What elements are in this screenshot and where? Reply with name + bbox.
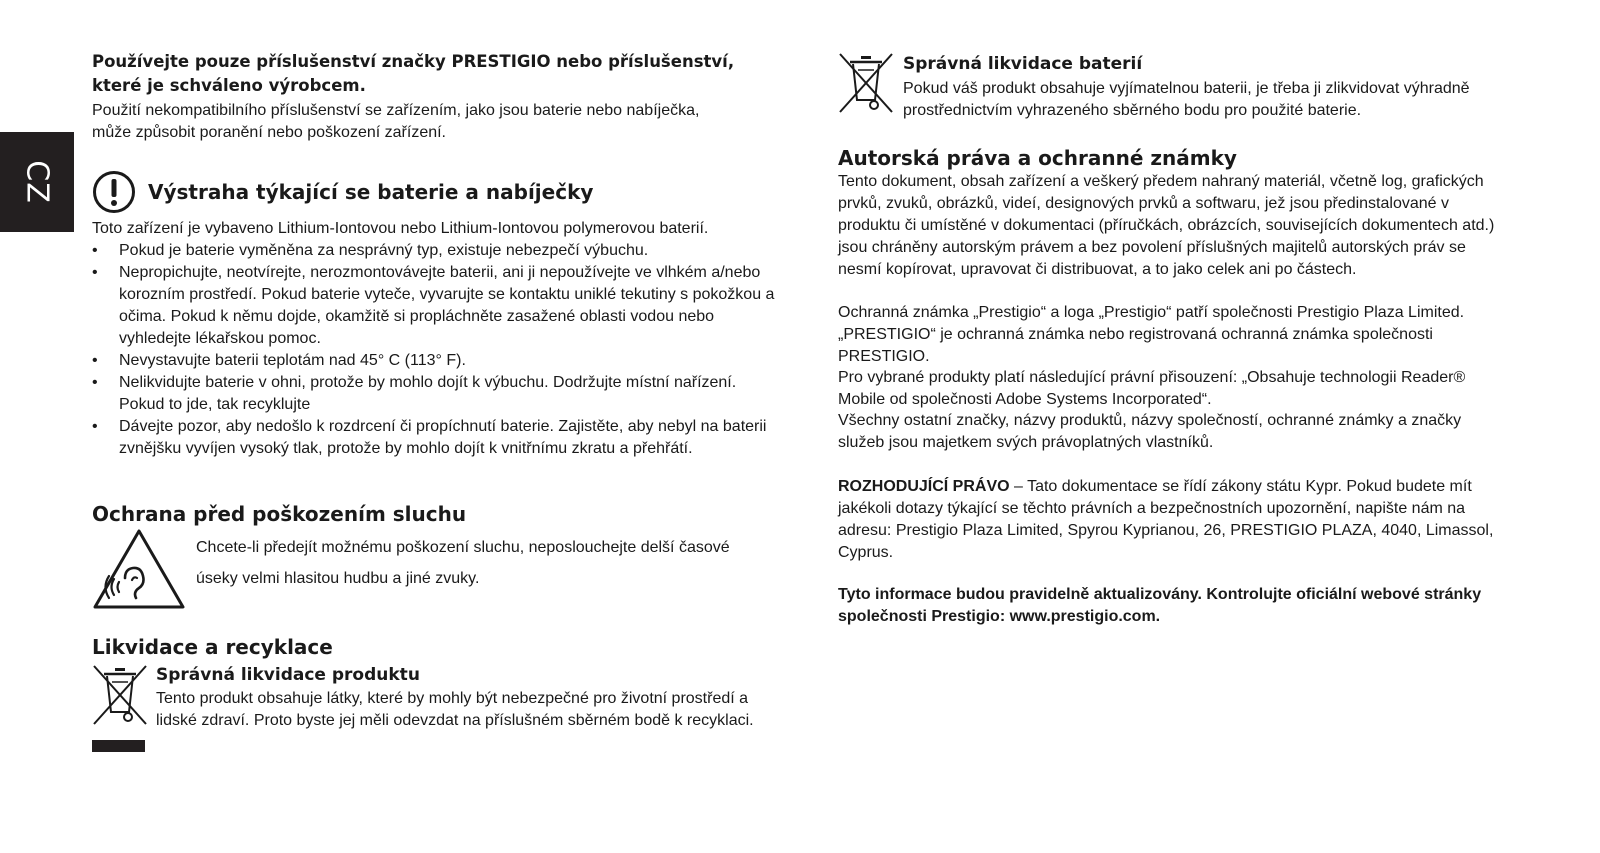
list-item: • Nepropichujte, neotvírejte, nerozmontovávejte baterii, ani ji nepoužívejte ve vlhkém a/nebo korozním prostředí. Pokud baterie vyteče, vyvarujte se kontaktu uniklé tekutiny s pokožkou a očima. Pokud k němu dojde, okamžitě si propláchněte zasažené oblasti vodou nebo vyhledejte lékařskou pomoc. <box>92 262 782 350</box>
black-bar-marker <box>92 740 145 752</box>
battery-disposal-text: Pokud váš produkt obsahuje vyjímatelnou baterii, je třeba ji zlikvidovat výhradně prostřednictvím vyhrazeného sběrného bodu pro použité baterie. <box>903 80 1470 119</box>
exclamation-circle-icon <box>92 170 136 214</box>
hearing-title: Ochrana před poškozením sluchu <box>92 502 467 526</box>
accessories-text: Použití nekompatibilního příslušenství se zařízením, jako jsou baterie nebo nabíječka, může způsobit poranění nebo poškození zařízení. <box>92 102 700 141</box>
battery-warning-list <box>92 240 782 460</box>
disposal-text: Tento produkt obsahuje látky, které by mohly být nebezpečné pro životní prostředí a lidské zdraví. Proto byste jej měli odevzdat na příslušném sběrném bodě k recyklaci. <box>156 690 754 729</box>
battery-warning-intro: Toto zařízení je vybaveno Lithium-Iontovou nebo Lithium-Iontovou polymerovou baterií. <box>92 220 709 237</box>
crossed-bin-icon <box>92 664 148 726</box>
copyright-p2: Ochranná známka „Prestigio“ a loga „Prestigio“ patří společnosti Prestigio Plaza Limited. „PRESTIGIO“ je ochranná známka nebo registrovaná ochranná známka společnosti PRESTIGIO. <box>838 304 1465 365</box>
copyright-p3: Pro vybrané produkty platí následující právní přisouzení: „Obsahuje technologii Reader® Mobile od společnosti Adobe Systems Incorporated“. <box>838 369 1466 408</box>
list-item: • Nelikvidujte baterie v ohni, protože by mohlo dojít k výbuchu. Dodržujte místní nařízení. Pokud to jde, tak recyklujte <box>92 372 782 416</box>
hearing-text-line1: Chcete-li předejít možnému poškození sluchu, neposlouchejte delší časové <box>196 539 730 556</box>
battery-warning-title: Výstraha týkající se baterie a nabíječky <box>148 180 594 204</box>
language-tab-label: CZ <box>19 160 55 204</box>
battery-disposal-title: Správná likvidace baterií <box>903 54 1143 74</box>
disposal-subtitle: Správná likvidace produktu <box>156 665 420 685</box>
governing-law-label: ROZHODUJÍCÍ PRÁVO <box>838 478 1010 495</box>
list-item: • Dávejte pozor, aby nedošlo k rozdrcení či propíchnutí baterie. Zajistěte, aby nebyl na baterii zvnějšku vyvíjen vysoký tlak, protože by mohlo dojít k vnitřnímu zkratu a přehřátí. <box>92 416 782 460</box>
accessories-title: Používejte pouze příslušenství značky PRESTIGIO nebo příslušenství, které je schváleno výrobcem. <box>92 52 735 95</box>
copyright-title: Autorská práva a ochranné známky <box>838 146 1237 170</box>
crossed-bin-icon <box>838 52 894 114</box>
language-tab <box>0 132 74 232</box>
governing-law-text: – Tato dokumentace se řídí zákony státu Kypr. Pokud budete mít jakékoli dotazy týkající se těchto právních a bezpečnostních upozornění, napište nám na adresu: Prestigio Plaza Limited, Spyrou Kyprianou, 26, PRESTIGIO PLAZA, 4040, Limassol, Cyprus. <box>838 478 1494 561</box>
disposal-title: Likvidace a recyklace <box>92 635 333 659</box>
list-item: • Pokud je baterie vyměněna za nesprávný typ, existuje nebezpečí výbuchu. <box>92 240 782 262</box>
hearing-text-line2: úseky velmi hlasitou hudbu a jiné zvuky. <box>196 570 480 587</box>
governing-law-paragraph <box>838 476 1506 564</box>
copyright-p4: Všechny ostatní značky, názvy produktů, názvy společností, ochranné známky a značky služeb jsou majetkem svých právoplatných vlastníků. <box>838 412 1462 451</box>
update-notice: Tyto informace budou pravidelně aktualizovány. Kontrolujte oficiální webové stránky společnosti Prestigio: www.prestigio.com. <box>838 586 1482 625</box>
copyright-p1: Tento dokument, obsah zařízení a veškerý předem nahraný materiál, včetně log, grafických prvků, zvuků, obrázků, videí, designových prvků a softwaru, jež jsou předinstalované v produktu či umístěné v dokumentaci (příručkách, obrázcích, souvisejících dokumentech atd.) jsou chráněny autorským právem a bez povolení příslušných majitelů autorských práv se nesmí kopírovat, upravovat či distribuovat, a to jako celek ani po částech. <box>838 173 1495 278</box>
hearing-warning-icon <box>92 528 186 610</box>
list-item: • Nevystavujte baterii teplotám nad 45° C (113° F). <box>92 350 782 372</box>
